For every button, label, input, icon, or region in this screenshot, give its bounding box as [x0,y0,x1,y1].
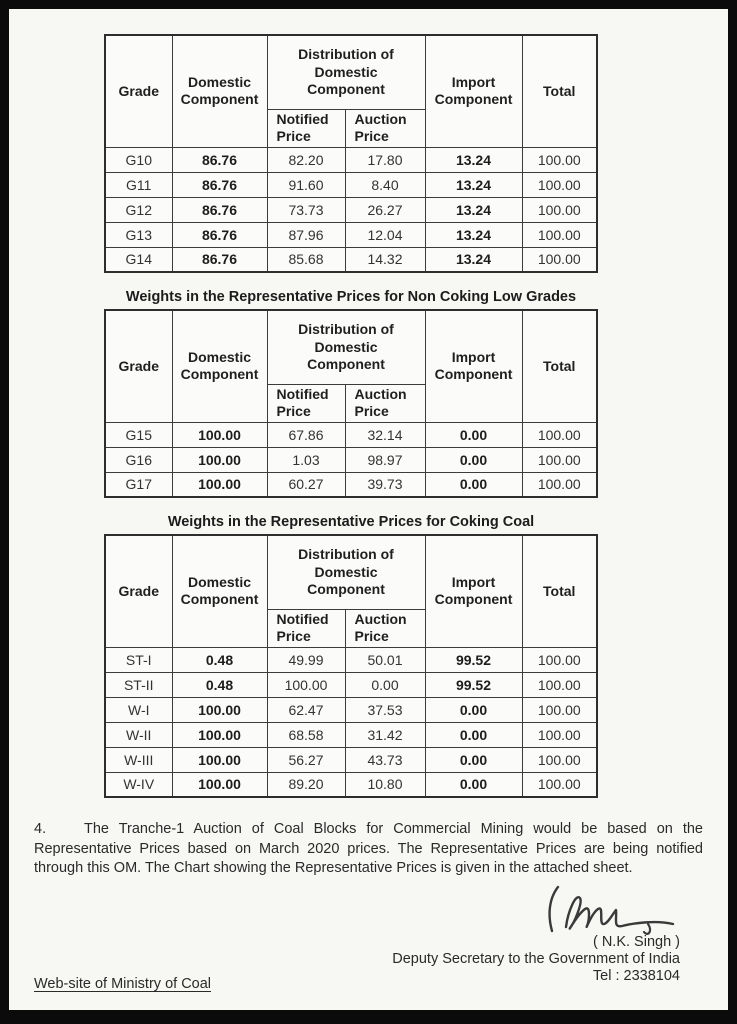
value-cell: 31.42 [345,722,425,747]
value-cell: 60.27 [267,472,345,497]
paragraph-text: The Tranche-1 Auction of Coal Blocks for Commercial Mining would be based on the Representative Prices based on March 2020 prices. The Representative Prices are being notified through this OM. The Chart showing the Representative Prices is given in the attached sheet. [34,821,703,876]
paragraph-4 [34,820,703,879]
value-cell: 13.24 [425,147,522,172]
value-cell: 100.00 [522,447,597,472]
col-header-domestic: Domestic Component [172,35,267,147]
document-page [9,9,728,1010]
value-cell: 100.00 [522,247,597,272]
grade-cell: W-IV [105,772,172,797]
value-cell: 100.00 [172,772,267,797]
grade-cell: W-I [105,697,172,722]
col-header-grade: Grade [105,535,172,647]
value-cell: 100.00 [267,672,345,697]
grade-cell: G17 [105,472,172,497]
col-header-total: Total [522,535,597,647]
table-row [105,697,597,722]
value-cell: 1.03 [267,447,345,472]
value-cell: 86.76 [172,222,267,247]
col-header-auction-price: Auction Price [345,384,425,422]
value-cell: 86.76 [172,247,267,272]
value-cell: 0.00 [425,472,522,497]
col-header-auction-price: Auction Price [345,609,425,647]
value-cell: 87.96 [267,222,345,247]
col-header-domestic: Domestic Component [172,535,267,647]
col-header-total: Total [522,35,597,147]
table-row [105,422,597,447]
value-cell: 100.00 [522,472,597,497]
table-row [105,197,597,222]
value-cell: 14.32 [345,247,425,272]
table-row [105,772,597,797]
col-header-import: Import Component [425,35,522,147]
value-cell: 13.24 [425,247,522,272]
value-cell: 100.00 [522,772,597,797]
table-header [105,535,597,647]
table-body [105,422,597,497]
value-cell: 100.00 [522,672,597,697]
col-header-distribution: Distribution of Domestic Component [267,310,425,384]
table-row [105,747,597,772]
table-title: Weights in the Representative Prices for Non Coking Low Grades [125,289,577,305]
signature-block [9,881,728,985]
grade-cell: G16 [105,447,172,472]
value-cell: 100.00 [172,722,267,747]
table-row [105,222,597,247]
value-cell: 100.00 [522,697,597,722]
value-cell: 100.00 [522,747,597,772]
value-cell: 0.00 [425,422,522,447]
value-cell: 17.80 [345,147,425,172]
value-cell: 67.86 [267,422,345,447]
table-title: Weights in the Representative Prices for Coking Coal [167,514,535,530]
value-cell: 86.76 [172,147,267,172]
value-cell: 86.76 [172,197,267,222]
value-cell: 100.00 [522,722,597,747]
col-header-domestic: Domestic Component [172,310,267,422]
value-cell: 0.00 [425,697,522,722]
value-cell: 43.73 [345,747,425,772]
table-row [105,672,597,697]
col-header-import: Import Component [425,535,522,647]
grade-cell: W-III [105,747,172,772]
value-cell: 56.27 [267,747,345,772]
grade-cell: G15 [105,422,172,447]
col-header-auction-price: Auction Price [345,109,425,147]
value-cell: 0.00 [345,672,425,697]
value-cell: 73.73 [267,197,345,222]
table-row [105,447,597,472]
grade-cell: G13 [105,222,172,247]
table-row [105,472,597,497]
value-cell: 39.73 [345,472,425,497]
value-cell: 99.52 [425,647,522,672]
grade-cell: G12 [105,197,172,222]
table-row [105,722,597,747]
table-row [105,172,597,197]
value-cell: 12.04 [345,222,425,247]
value-cell: 49.99 [267,647,345,672]
grade-cell: W-II [105,722,172,747]
value-cell: 100.00 [172,447,267,472]
value-cell: 99.52 [425,672,522,697]
grade-cell: G11 [105,172,172,197]
grade-cell: ST-I [105,647,172,672]
table-header [105,35,597,147]
value-cell: 32.14 [345,422,425,447]
grade-cell: G10 [105,147,172,172]
grade-cell: ST-II [105,672,172,697]
table-block-coking-coal [104,513,598,798]
value-cell: 0.00 [425,722,522,747]
paragraph-number: 4. [34,821,47,837]
value-cell: 100.00 [522,197,597,222]
value-cell: 100.00 [522,422,597,447]
value-cell: 100.00 [522,172,597,197]
value-cell: 0.00 [425,772,522,797]
table-body [105,147,597,272]
value-cell: 100.00 [172,697,267,722]
col-header-distribution: Distribution of Domestic Component [267,535,425,609]
col-header-grade: Grade [105,310,172,422]
value-cell: 0.48 [172,647,267,672]
value-cell: 100.00 [522,222,597,247]
table-row [105,247,597,272]
value-cell: 0.00 [425,747,522,772]
value-cell: 100.00 [522,147,597,172]
value-cell: 100.00 [172,472,267,497]
value-cell: 26.27 [345,197,425,222]
weights-table-g15-g17 [104,309,598,498]
signatory-designation: Deputy Secretary to the Government of India [392,950,680,967]
table-row [105,147,597,172]
value-cell: 91.60 [267,172,345,197]
table-row [105,647,597,672]
col-header-total: Total [522,310,597,422]
value-cell: 8.40 [345,172,425,197]
col-header-notified-price: Notified Price [267,609,345,647]
value-cell: 62.47 [267,697,345,722]
value-cell: 13.24 [425,197,522,222]
table-block-noncoking-low-grades [104,288,598,498]
value-cell: 10.80 [345,772,425,797]
weights-table-g10-g14 [104,34,598,273]
value-cell: 98.97 [345,447,425,472]
col-header-import: Import Component [425,310,522,422]
table-header [105,310,597,422]
value-cell: 50.01 [345,647,425,672]
signature-scribble [536,881,686,937]
signatory-name: ( N.K. Singh ) [592,933,680,950]
col-header-grade: Grade [105,35,172,147]
value-cell: 100.00 [172,422,267,447]
value-cell: 100.00 [522,647,597,672]
value-cell: 13.24 [425,172,522,197]
value-cell: 0.48 [172,672,267,697]
col-header-notified-price: Notified Price [267,109,345,147]
col-header-notified-price: Notified Price [267,384,345,422]
weights-table-coking [104,534,598,798]
value-cell: 13.24 [425,222,522,247]
value-cell: 68.58 [267,722,345,747]
footer-link: Web-site of Ministry of Coal [34,976,212,992]
value-cell: 86.76 [172,172,267,197]
value-cell: 89.20 [267,772,345,797]
table-block-noncoking-grades [104,34,598,273]
value-cell: 100.00 [172,747,267,772]
value-cell: 82.20 [267,147,345,172]
value-cell: 85.68 [267,247,345,272]
table-body [105,647,597,797]
value-cell: 0.00 [425,447,522,472]
col-header-distribution: Distribution of Domestic Component [267,35,425,109]
value-cell: 37.53 [345,697,425,722]
grade-cell: G14 [105,247,172,272]
signatory-phone: Tel : 2338104 [592,967,680,984]
